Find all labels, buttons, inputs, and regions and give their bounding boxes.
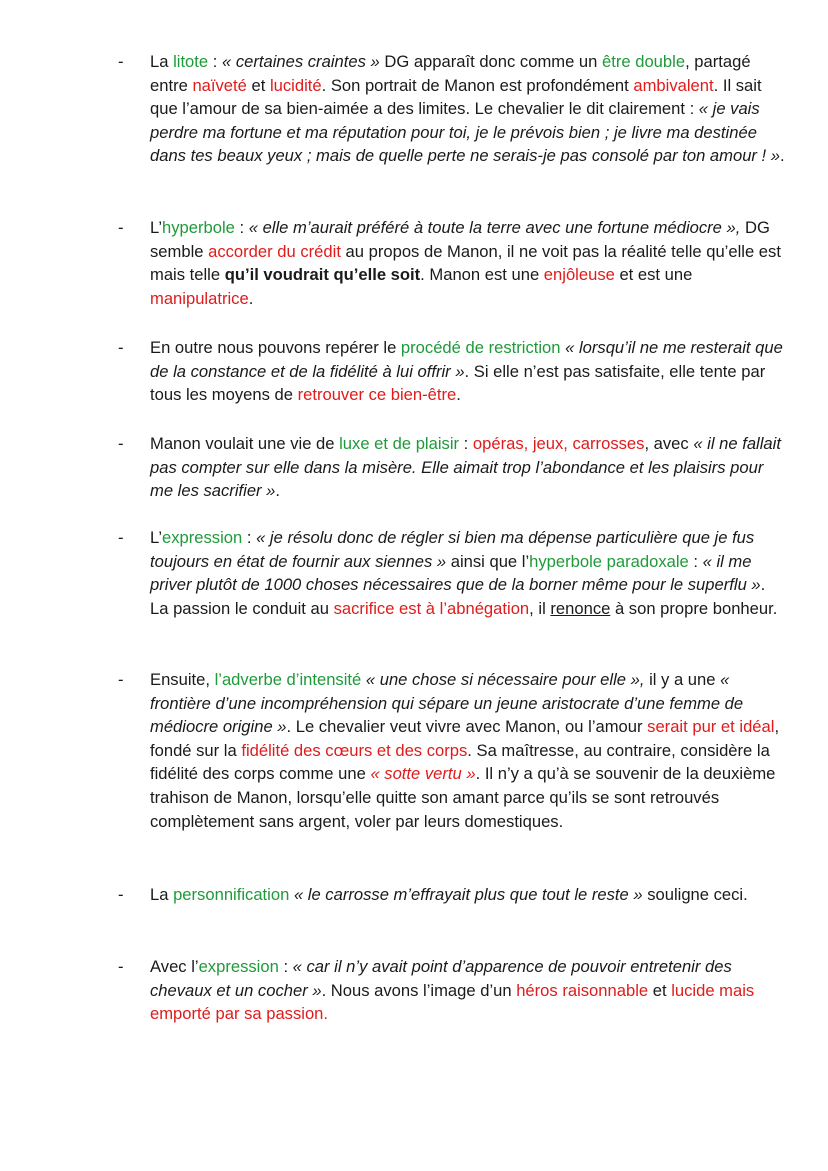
bullet-text bbox=[150, 216, 786, 310]
text-segment: renonce bbox=[550, 598, 611, 618]
text-segment: , partagé entre bbox=[150, 52, 751, 95]
text-segment: : bbox=[208, 52, 222, 71]
text-segment: hyperbole paradoxale bbox=[529, 551, 689, 571]
bullet-dash: - bbox=[118, 338, 124, 357]
text-segment: DG semble bbox=[150, 218, 770, 261]
text-segment: . bbox=[248, 288, 254, 308]
text-segment: et bbox=[648, 980, 672, 1000]
text-segment: ambivalent bbox=[633, 75, 714, 95]
text-segment: . Son portrait de Manon est profondément bbox=[321, 75, 634, 95]
text-segment: : bbox=[688, 551, 703, 571]
text-segment: L’ bbox=[150, 218, 162, 237]
text-segment: . bbox=[275, 481, 281, 501]
text-segment: héros raisonnable bbox=[516, 980, 649, 1000]
text-segment: La bbox=[150, 885, 174, 904]
text-segment: lucide mais emporté par sa passion. bbox=[150, 980, 755, 1024]
text-segment: Avec l’ bbox=[150, 957, 199, 976]
text-segment: « elle m’aurait préféré à toute la terre avec une fortune médiocre », bbox=[248, 218, 741, 237]
text-segment: naïveté bbox=[192, 75, 247, 95]
text-segment: ainsi que l’ bbox=[446, 551, 530, 571]
text-segment: . Nous avons l’image d’un bbox=[321, 980, 517, 1000]
text-segment: : bbox=[459, 434, 473, 453]
text-segment: personnification bbox=[173, 885, 290, 904]
bullet-dash: - bbox=[118, 218, 124, 237]
text-segment: . Il n’y a qu’à se souvenir de la deuxième trahison de Manon, lorsqu’elle quitte son amant parce qu’ils se sont retrouvés complètement sans argent, voler par leurs domestiques. bbox=[150, 764, 776, 831]
text-segment: « lorsqu’il ne me resterait que de la constance et de la fidélité à lui offrir » bbox=[150, 338, 783, 381]
text-segment: manipulatrice bbox=[150, 288, 249, 308]
bullet-dash: - bbox=[118, 670, 124, 689]
text-segment: « le carrosse m’effrayait plus que tout le reste » bbox=[293, 885, 643, 904]
bullet-text bbox=[150, 432, 786, 503]
bullet-text bbox=[150, 50, 786, 168]
bullet-text bbox=[150, 883, 786, 907]
text-segment: Manon voulait une vie de bbox=[150, 434, 340, 453]
text-segment: , avec bbox=[644, 434, 694, 453]
text-segment: expression bbox=[162, 528, 243, 547]
text-segment: à son propre bonheur. bbox=[610, 598, 778, 618]
bullet-text bbox=[150, 668, 786, 833]
text-segment: et est une bbox=[614, 265, 693, 285]
text-segment: . Sa maîtresse, au contraire, considère la fidélité des corps comme une bbox=[150, 740, 770, 784]
text-segment: souligne ceci. bbox=[642, 885, 748, 904]
text-segment: « frontière d’une incompréhension qui sépare un jeune aristocrate d’une femme de médiocre origine » bbox=[150, 670, 744, 737]
text-segment: qu’il voudrait qu’elle soit bbox=[224, 265, 421, 285]
text-segment: . Le chevalier veut vivre avec Manon, ou l’amour bbox=[286, 717, 648, 737]
text-segment: litote bbox=[173, 52, 209, 71]
bullet-text bbox=[150, 336, 786, 407]
text-segment: hyperbole bbox=[162, 218, 235, 237]
text-segment: il y a une bbox=[644, 670, 721, 689]
text-segment: , fondé sur la bbox=[150, 717, 780, 760]
text-segment: accorder du crédit bbox=[208, 241, 341, 261]
text-segment: « car il n’y avait point d’apparence de pouvoir entretenir des chevaux et un cocher » bbox=[150, 957, 732, 1000]
text-segment: sacrifice est à l’abnégation bbox=[333, 598, 530, 618]
text-segment: « je vais perdre ma fortune et ma réputation pour toi, je le prévois bien ; je livre ma destinée dans tes beaux yeux ; mais de quelle perte ne serais-je pas consolé par ton amour ! » bbox=[150, 99, 781, 166]
text-segment: et bbox=[246, 75, 270, 95]
text-segment: lucidité bbox=[269, 75, 322, 95]
text-segment: être double bbox=[602, 52, 686, 71]
bullet-dash: - bbox=[118, 52, 124, 71]
text-segment: expression bbox=[198, 957, 279, 976]
text-segment: retrouver ce bien-être bbox=[297, 385, 457, 405]
bullet-dash: - bbox=[118, 885, 124, 904]
text-segment: serait pur et idéal bbox=[647, 717, 775, 737]
text-segment: . Si elle n’est pas satisfaite, elle tente par tous les moyens de bbox=[150, 361, 766, 405]
text-segment: L’ bbox=[150, 528, 162, 547]
bullet-dash: - bbox=[118, 434, 124, 453]
text-segment: « il me priver plutôt de 1000 choses nécessaires que de la borner même pour le superflu » bbox=[150, 551, 761, 595]
text-segment: En outre nous pouvons repérer le bbox=[150, 338, 401, 357]
text-segment: . bbox=[780, 146, 785, 166]
text-segment: « une chose si nécessaire pour elle », bbox=[365, 670, 645, 689]
text-segment: « je résolu donc de régler si bien ma dépense particulière que je fus toujours en état de fournir aux siennes » bbox=[150, 528, 755, 571]
bullet-dash: - bbox=[118, 528, 124, 547]
text-segment: : bbox=[234, 218, 249, 237]
text-segment: , il bbox=[529, 598, 551, 618]
text-segment: : bbox=[242, 528, 257, 547]
text-segment: La bbox=[150, 52, 174, 71]
text-segment: « il ne fallait pas compter sur elle dans la misère. Elle aimait trop l’abondance et les plaisirs pour me les sacrifier » bbox=[150, 434, 781, 501]
text-segment: . Manon est une bbox=[420, 265, 544, 285]
text-segment: . Il sait que l’amour de sa bien-aimée a des limites. Le chevalier le dit clairement : bbox=[150, 75, 762, 119]
text-segment: : bbox=[278, 957, 293, 976]
bullet-dash: - bbox=[118, 957, 124, 976]
text-segment: luxe et de plaisir bbox=[339, 434, 460, 453]
text-segment: « sotte vertu » bbox=[370, 764, 476, 784]
text-segment: l’adverbe d’intensité bbox=[214, 670, 362, 689]
text-segment: au propos de Manon, il ne voit pas la réalité telle qu’elle est mais telle bbox=[150, 241, 781, 285]
text-segment: opéras, jeux, carrosses bbox=[472, 434, 645, 453]
bullet-text bbox=[150, 955, 786, 1026]
text-segment: procédé de restriction bbox=[400, 338, 561, 357]
text-segment: DG apparaît donc comme un bbox=[379, 52, 603, 71]
text-segment: fidélité des cœurs et des corps bbox=[241, 740, 468, 760]
bullet-text bbox=[150, 526, 786, 620]
text-segment: Ensuite, bbox=[150, 670, 215, 689]
text-segment: . bbox=[456, 385, 461, 405]
text-segment: . La passion le conduit au bbox=[150, 575, 766, 618]
text-segment: enjôleuse bbox=[543, 265, 615, 285]
text-segment: « certaines craintes » bbox=[221, 52, 380, 71]
